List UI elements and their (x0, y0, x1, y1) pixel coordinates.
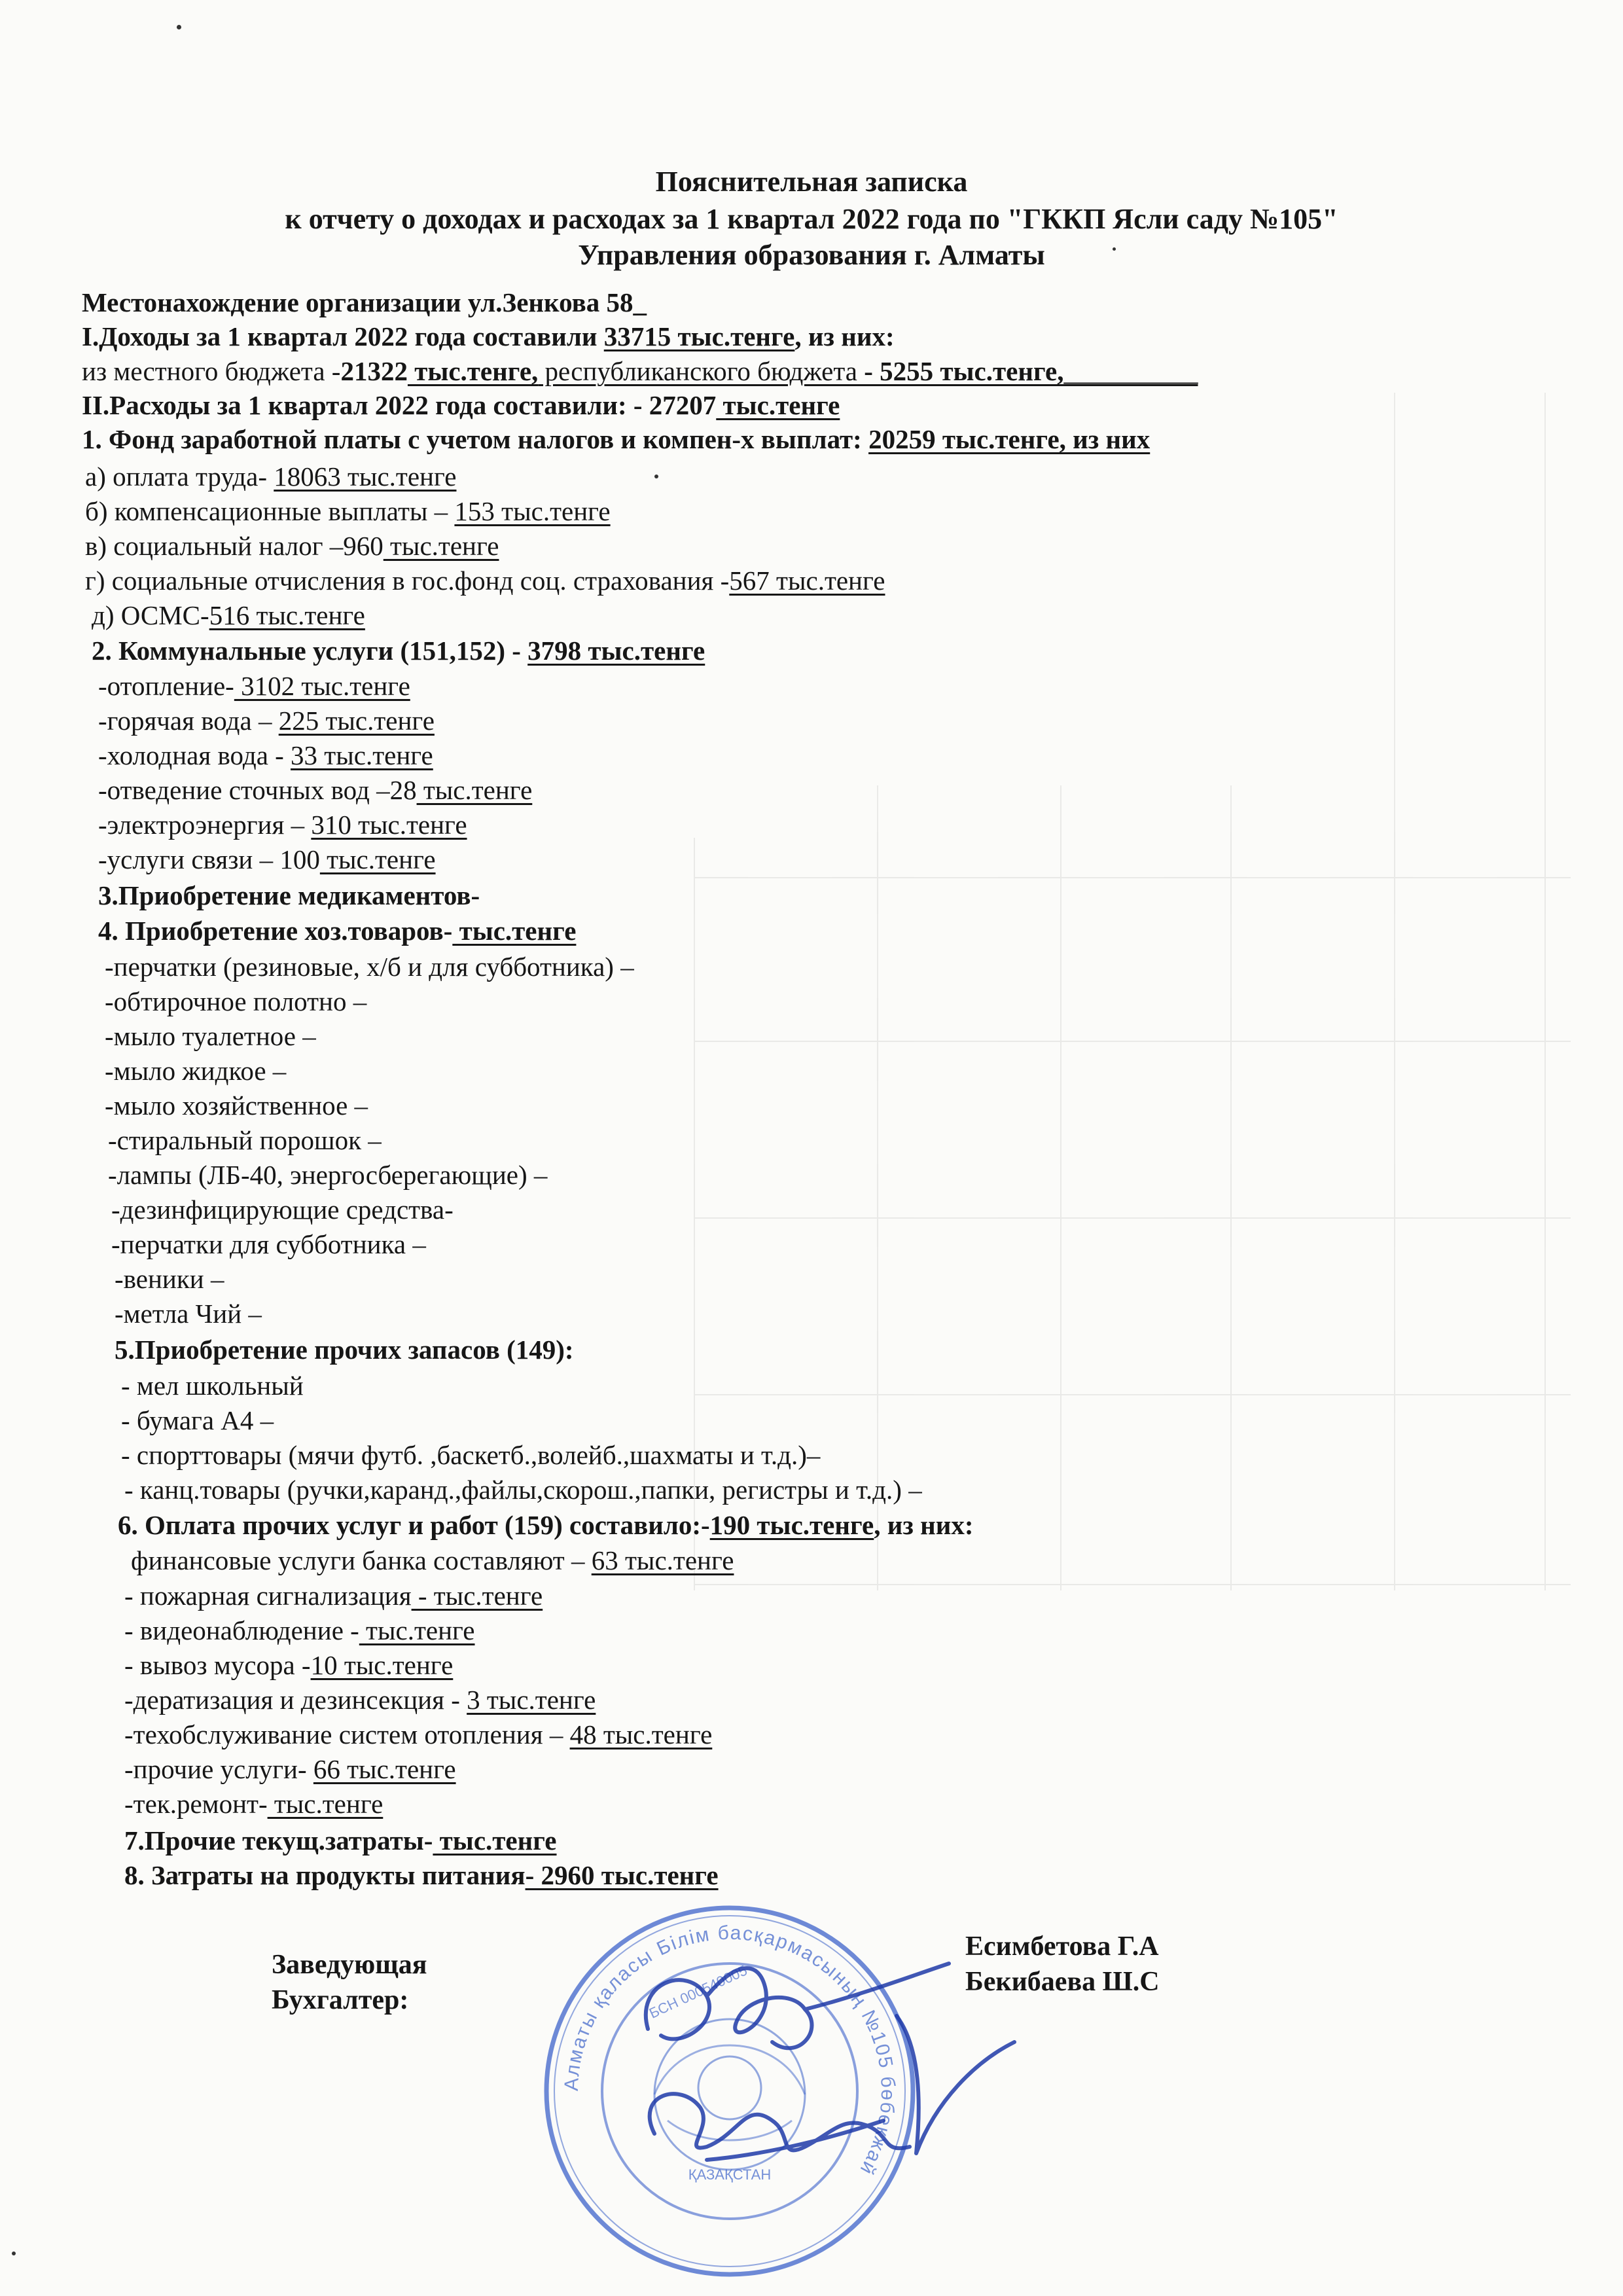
other-current-label: 7.Прочие текущ.затраты- (124, 1825, 433, 1856)
payroll-item (85, 497, 611, 526)
payroll-item-label: а) оплата труда- (85, 461, 274, 492)
services-value: 190 тыс.тенге (709, 1510, 874, 1540)
republic-budget-label: республиканского бюджета (538, 356, 857, 386)
household-item: -веники – (115, 1264, 224, 1294)
utilities-item (98, 706, 435, 736)
payroll-item-value: 18063 тыс.тенге (274, 461, 457, 492)
utilities-item-value: 33 тыс.тенге (291, 740, 433, 770)
household-item: -обтирочное полотно – (105, 986, 367, 1016)
payroll-item-label: д) ОСМС- (92, 600, 209, 630)
services-item (124, 1720, 712, 1749)
household-value: тыс.тенге (452, 916, 577, 946)
household-item: -дезинфицирующие средства- (111, 1194, 454, 1225)
household-label: 4. Приобретение хоз.товаров- (98, 916, 453, 946)
services-item-label: -тек.ремонт- (124, 1789, 268, 1819)
utilities-item-label: -горячая вода – (98, 706, 279, 736)
expenses-header (82, 391, 840, 420)
scan-speck (1113, 247, 1116, 251)
utilities-item-label: -отопление- (98, 671, 234, 701)
household-item: -метла Чий – (115, 1299, 262, 1329)
income-prefix: I.Доходы за 1 квартал 2022 года составили (82, 321, 604, 351)
services-item-value: 3 тыс.тенге (467, 1685, 596, 1715)
services-item (124, 1616, 475, 1645)
payroll-item-value: 153 тыс.тенге (454, 496, 611, 526)
title-line-2: к отчету о доходах и расходах за 1 квартал 2022 года по "ГККП Ясли саду №105" (285, 203, 1338, 235)
accountant-title: Бухгалтер: (272, 1985, 409, 2015)
location-line: Местонахождение организации ул.Зенкова 58_ (82, 287, 647, 317)
services-item-value: - тыс.тенге (411, 1581, 543, 1611)
food-value: - 2960 тыс.тенге (525, 1860, 719, 1890)
services-item (124, 1651, 453, 1680)
services-item-value: тыс.тенге (267, 1789, 383, 1819)
utilities-item-value: 3102 тыс.тенге (234, 671, 410, 701)
household-item: -мыло хозяйственное – (105, 1090, 368, 1121)
services-suffix: , из них: (874, 1510, 974, 1540)
household-item: -перчатки для субботника – (111, 1229, 426, 1259)
services-item (124, 1685, 596, 1715)
other-stock-item: - мел школьный (121, 1371, 304, 1401)
accountant-name: Бекибаева Ш.С (965, 1967, 1160, 1997)
services-item (124, 1789, 383, 1819)
services-item-label: -дератизация и дезинсекция - (124, 1685, 467, 1715)
household-item: -перчатки (резиновые, х/б и для субботника) – (105, 952, 634, 982)
income-breakdown-line (82, 357, 1198, 386)
income-total: 33715 тыс.тенге (603, 321, 795, 351)
expenses-header-prefix: II.Расходы за 1 квартал 2022 года составили: - 27207 (82, 390, 717, 420)
local-budget-value: 21322 (340, 356, 408, 386)
utilities-item-label: -отведение сточных вод –28 (98, 775, 417, 805)
services-item-value: тыс.тенге (359, 1615, 475, 1645)
utilities-item (98, 741, 433, 770)
handwritten-signatures (609, 1937, 1027, 2212)
scan-speck (12, 2251, 16, 2255)
payroll-item (92, 601, 365, 630)
household-item: -мыло туалетное – (105, 1021, 316, 1051)
income-trail-line: __________ (1063, 356, 1198, 386)
payroll-item-value: 567 тыс.тенге (729, 565, 885, 596)
services-item-label: -прочие услуги- (124, 1754, 313, 1784)
services-item-label: - видеонаблюдение - (124, 1615, 359, 1645)
other-stock-item: - канц.товары (ручки,каранд.,файлы,скорош.,папки, регистры и т.д.) – (124, 1475, 922, 1505)
utilities-item (98, 776, 532, 805)
utilities-item-value: 225 тыс.тенге (278, 706, 435, 736)
utilities-item (98, 845, 436, 874)
utilities-item-label: -электроэнергия – (98, 810, 312, 840)
services-item-label: финансовые услуги банка составляют – (131, 1545, 592, 1575)
services-header (118, 1511, 974, 1540)
utilities-item-value: тыс.тенге (319, 844, 436, 874)
other-stock-header: 5.Приобретение прочих запасов (149): (115, 1335, 574, 1365)
payroll-item (85, 566, 885, 596)
utilities-item (98, 810, 467, 840)
services-item-label: - пожарная сигнализация (124, 1581, 412, 1611)
medicine-header: 3.Приобретение медикаментов- (98, 880, 480, 910)
title-line-1: Пояснительная записка (655, 166, 968, 198)
payroll-item-value: тыс.тенге (383, 531, 499, 561)
utilities-label: 2. Коммунальные услуги (151,152) - (92, 636, 528, 666)
head-name: Есимбетова Г.А (965, 1931, 1159, 1962)
food-header (124, 1861, 719, 1890)
household-item: -мыло жидкое – (105, 1056, 287, 1086)
services-item (124, 1581, 543, 1611)
utilities-item-value: тыс.тенге (416, 775, 533, 805)
scan-speck (654, 475, 658, 478)
utilities-item (98, 672, 410, 701)
utilities-item-label: -услуги связи – 100 (98, 844, 320, 874)
household-item: -лампы (ЛБ-40, энергосберегающие) – (108, 1160, 548, 1190)
services-label: 6. Оплата прочих услуг и работ (159) составило:- (118, 1510, 710, 1540)
payroll-item-label: г) социальные отчисления в гос.фонд соц. страхования - (85, 565, 730, 596)
payroll-item-label: б) компенсационные выплаты – (85, 496, 455, 526)
services-item (124, 1755, 456, 1784)
household-header (98, 916, 576, 946)
other-stock-item: - спорттовары (мячи футб. ,баскетб.,волейб.,шахматы и т.д.)– (121, 1440, 821, 1470)
local-budget-unit: тыс.тенге, (407, 356, 539, 386)
republic-budget-value: - 5255 тыс.тенге, (857, 356, 1064, 386)
seal-center-text: ҚАЗАҚСТАН (688, 2166, 772, 2183)
payroll-label: 1. Фонд заработной платы с учетом налогов и компен-х выплат: (82, 424, 869, 454)
seal-ring-text: Алматы қаласы Білім басқармасының №105 бөбекжай (560, 1922, 899, 2179)
payroll-item-value: 516 тыс.тенге (209, 600, 365, 630)
payroll-item (85, 462, 456, 492)
household-item: -стиральный порошок – (108, 1125, 382, 1155)
head-title: Заведующая (272, 1950, 427, 1980)
utilities-item-label: -холодная вода - (98, 740, 291, 770)
food-label: 8. Затраты на продукты питания (124, 1860, 526, 1890)
services-item (131, 1546, 734, 1575)
scan-speck (177, 25, 181, 29)
services-item-value: 10 тыс.тенге (310, 1650, 454, 1680)
payroll-item-label: в) социальный налог –960 (85, 531, 383, 561)
other-current-value: тыс.тенге (433, 1825, 557, 1856)
payroll-header (82, 425, 1150, 454)
services-item-label: -техобслуживание систем отопления – (124, 1719, 570, 1749)
services-item-value: 63 тыс.тенге (591, 1545, 734, 1575)
services-item-value: 66 тыс.тенге (313, 1754, 456, 1784)
expenses-header-unit: тыс.тенге (716, 390, 840, 420)
utilities-value: 3798 тыс.тенге (527, 636, 705, 666)
local-budget-prefix: из местного бюджета - (82, 356, 341, 386)
utilities-header (92, 636, 705, 666)
income-line (82, 322, 895, 351)
payroll-value: 20259 тыс.тенге, из них (868, 424, 1150, 454)
services-item-value: 48 тыс.тенге (569, 1719, 713, 1749)
seal-bin-text: БСН 000540005 (647, 1962, 750, 2022)
income-suffix: , из них: (794, 321, 895, 351)
payroll-item (85, 531, 499, 561)
utilities-item-value: 310 тыс.тенге (311, 810, 467, 840)
other-stock-item: - бумага А4 – (121, 1405, 274, 1435)
other-current-header (124, 1826, 557, 1856)
services-item-label: - вывоз мусора - (124, 1650, 311, 1680)
title-line-3: Управления образования г. Алматы (578, 239, 1045, 271)
